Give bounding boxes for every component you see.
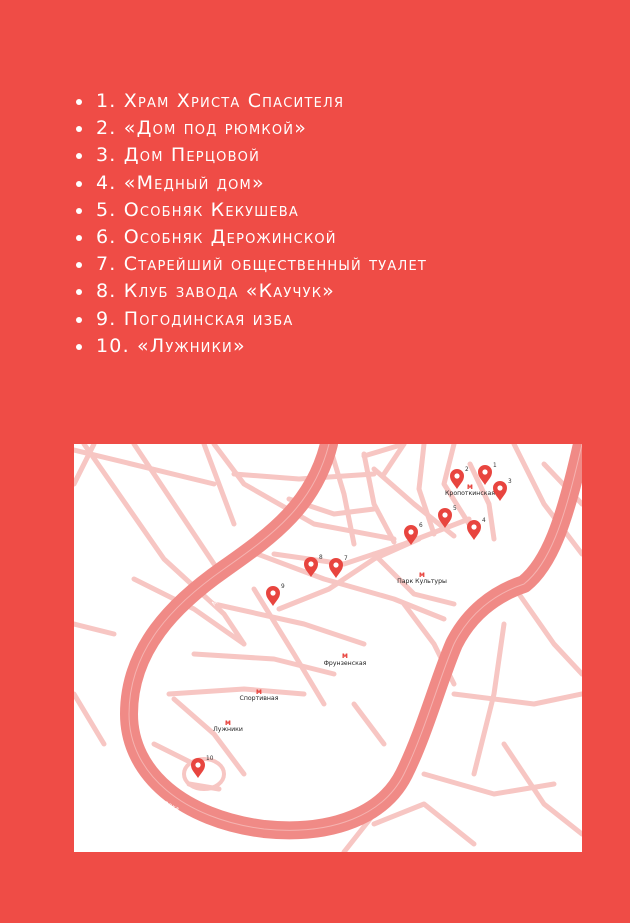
place-item (74, 115, 534, 142)
bullet-icon (76, 289, 82, 295)
bullet-icon (76, 126, 82, 132)
map-pin-icon (493, 481, 507, 501)
place-label: 10. «Лужники» (96, 334, 246, 357)
place-label: 1. Храм Христа Спасителя (96, 90, 345, 112)
bullet-icon (76, 208, 82, 214)
river-label-north: Москва-река (210, 575, 250, 608)
metro-station-kropotkinskaya (445, 482, 495, 497)
place-item (74, 224, 534, 251)
bullet-icon (76, 235, 82, 241)
marker-number: 7 (344, 556, 348, 562)
place-item (74, 197, 534, 224)
map-pin-icon (467, 520, 481, 540)
marker-number: 9 (281, 584, 285, 590)
pin-dot (308, 561, 313, 566)
marker-number: 10 (206, 756, 214, 762)
map-pin-icon (266, 586, 280, 606)
map (74, 444, 582, 852)
metro-icon: м (224, 718, 232, 727)
pin-dot (471, 524, 476, 529)
place-label: 9. Погодинская изба (96, 307, 294, 330)
place-item (74, 142, 534, 169)
place-item (74, 278, 534, 305)
marker-number: 4 (482, 518, 486, 524)
bullet-icon (76, 344, 82, 350)
pin-dot (408, 529, 413, 534)
metro-station-park-kultury (397, 570, 447, 585)
pin-dot (482, 469, 487, 474)
marker-number: 1 (493, 463, 497, 469)
map-pin-icon (450, 469, 464, 489)
metro-label: Кропоткинская (445, 490, 495, 497)
bullet-icon (76, 181, 82, 187)
marker-number: 3 (508, 479, 512, 485)
map-canvas (74, 444, 582, 852)
marker-number: 2 (465, 467, 469, 473)
places-list (74, 88, 534, 360)
place-item (74, 306, 534, 333)
place-item (74, 251, 534, 278)
metro-icon: м (466, 482, 474, 491)
marker-number: 5 (453, 506, 457, 512)
marker-number: 6 (419, 523, 423, 529)
river-label-east: Москва-река (397, 665, 425, 707)
place-label: 6. Особняк Дерожинской (96, 226, 337, 249)
pin-dot (497, 485, 502, 490)
metro-station-luzhniki (213, 718, 243, 733)
pin-dot (195, 762, 200, 767)
place-label: 4. «Медный дом» (96, 171, 265, 194)
metro-icon: м (418, 570, 426, 579)
place-label: 2. «Дом под рюмкой» (96, 117, 308, 140)
pin-dot (270, 590, 275, 595)
metro-icon: м (341, 651, 349, 660)
bullet-icon (76, 99, 82, 105)
place-item (74, 88, 534, 115)
pin-dot (454, 473, 459, 478)
bullet-icon (76, 262, 82, 268)
metro-label: Парк Культуры (397, 578, 447, 585)
marker-3[interactable] (493, 479, 512, 501)
marker-9[interactable] (266, 584, 285, 606)
pin-dot (333, 562, 338, 567)
map-pin-icon (191, 758, 205, 778)
metro-label: Лужники (213, 726, 243, 733)
place-label: 8. Клуб завода «Каучук» (96, 280, 335, 303)
place-item (74, 333, 534, 360)
metro-station-frunzenskaya (324, 651, 367, 667)
metro-icon: м (255, 687, 263, 696)
map-pin-icon (329, 558, 343, 578)
metro-label: Спортивная (239, 695, 279, 702)
place-item (74, 170, 534, 197)
bullet-icon (76, 153, 82, 159)
metro-label: Фрунзенская (323, 660, 367, 667)
bullet-icon (76, 317, 82, 323)
marker-7[interactable] (329, 556, 348, 578)
pin-dot (442, 512, 447, 517)
river-label-south: Москва-река (139, 786, 181, 814)
place-label: 7. Старейший общественный туалет (96, 253, 428, 276)
place-label: 3. Дом Перцовой (96, 144, 261, 167)
place-label: 5. Особняк Кекушева (96, 198, 300, 221)
marker-number: 8 (319, 555, 323, 561)
